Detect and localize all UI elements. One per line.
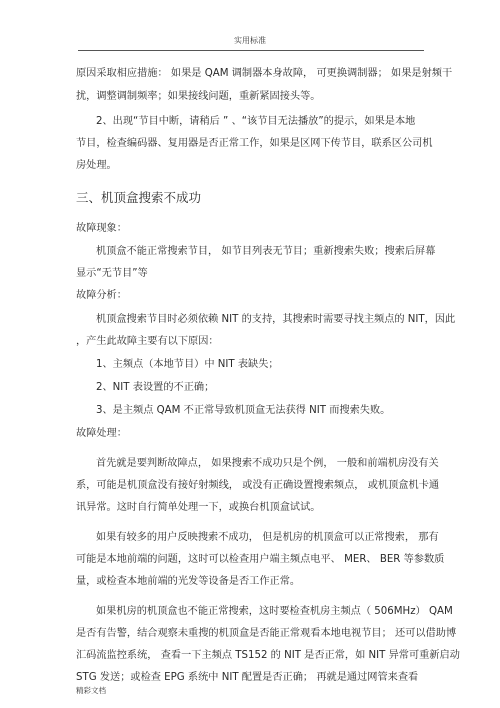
paragraph-line: 讯异常。这时自行简单处理一下，或换台机顶盒试试。 <box>76 502 321 513</box>
page-header: 实用标准 <box>234 36 266 45</box>
paragraph-line: 汇码流监控系统， 查看一下主频点 TS152 的 NIT 是否正常，如 NIT 异常可重新启动 <box>76 650 460 661</box>
paragraph-line: 系，可能是机顶盒没有接好射频线， 或没有正确设置搜索频点， 或机顶盒机卡通 <box>76 480 440 491</box>
paragraph-line: 如果机房的机顶盒也不能正常搜索，这时要检查机房主频点（ 506MHz） QAM <box>96 606 453 617</box>
paragraph-line: 3、是主频点 QAM 不正常导致机顶盒无法获得 NIT 而搜索失败。 <box>96 405 391 416</box>
paragraph-line: 量，或检查本地前端的光发等设备是否工作正常。 <box>76 576 301 587</box>
paragraph-line: 如果有较多的用户反映搜索不成功， 但是机房的机顶盒可以正常搜索， 那有 <box>96 532 439 543</box>
section-heading: 三、机顶盒搜索不成功 <box>76 190 202 205</box>
paragraph-line: 故障处理： <box>76 428 127 439</box>
paragraph-line: 房处理。 <box>76 160 117 171</box>
paragraph-line: 2、出现“节目中断，请稍后 ” 、“该节目无法播放”的提示，如果是本地 <box>96 116 416 127</box>
paragraph-line: 是否有告警，结合观察未重搜的机顶盒是否能正常观看本地电视节目； 还可以借助博 <box>76 628 457 639</box>
paragraph-line: 可能是本地前端的问题，这时可以检查用户端主频点电平、 MER、 BER 等参数质 <box>76 554 445 565</box>
paragraph-line: 节目，检查编码器、复用器是否正常工作，如果是区网下传节目，联系区公司机 <box>76 138 433 149</box>
paragraph-line: 原因采取相应措施： 如果是 QAM 调制器本身故障， 可更换调制器； 如果是射频干 <box>76 68 453 79</box>
paragraph-line: 机顶盒搜索节目时必须依赖 NIT 的支持，其搜索时需要寻找主频点的 NIT，因此 <box>96 314 456 325</box>
paragraph-line: ，产生此故障主要有以下原因： <box>76 336 219 347</box>
paragraph-line: 首先就是要判断故障点， 如果搜索不成功只是个例， 一般和前端机房没有关 <box>96 458 439 469</box>
paragraph-line: 显示“无节目”等 <box>76 268 148 279</box>
header-divider <box>78 50 424 51</box>
paragraph-line: 2、NIT 表设置的不正确； <box>96 382 215 393</box>
paragraph-line: 1、主频点（本地节目）中 NIT 表缺失； <box>96 359 279 370</box>
paragraph-line: 故障分析： <box>76 290 127 301</box>
paragraph-line: 扰，调整调制频率；如果接线问题，重新紧固接头等。 <box>76 91 321 102</box>
paragraph-line: 机顶盒不能正常搜索节目， 如节目列表无节目；重新搜索失败；搜索后屏幕 <box>96 246 436 257</box>
paragraph-line: 故障现象： <box>76 223 127 234</box>
paragraph-line: STG 发送；或检查 EPG 系统中 NIT 配置是否正确； 再就是通过网管来查看 <box>76 672 419 683</box>
page-footer: 精彩文档 <box>76 686 106 695</box>
